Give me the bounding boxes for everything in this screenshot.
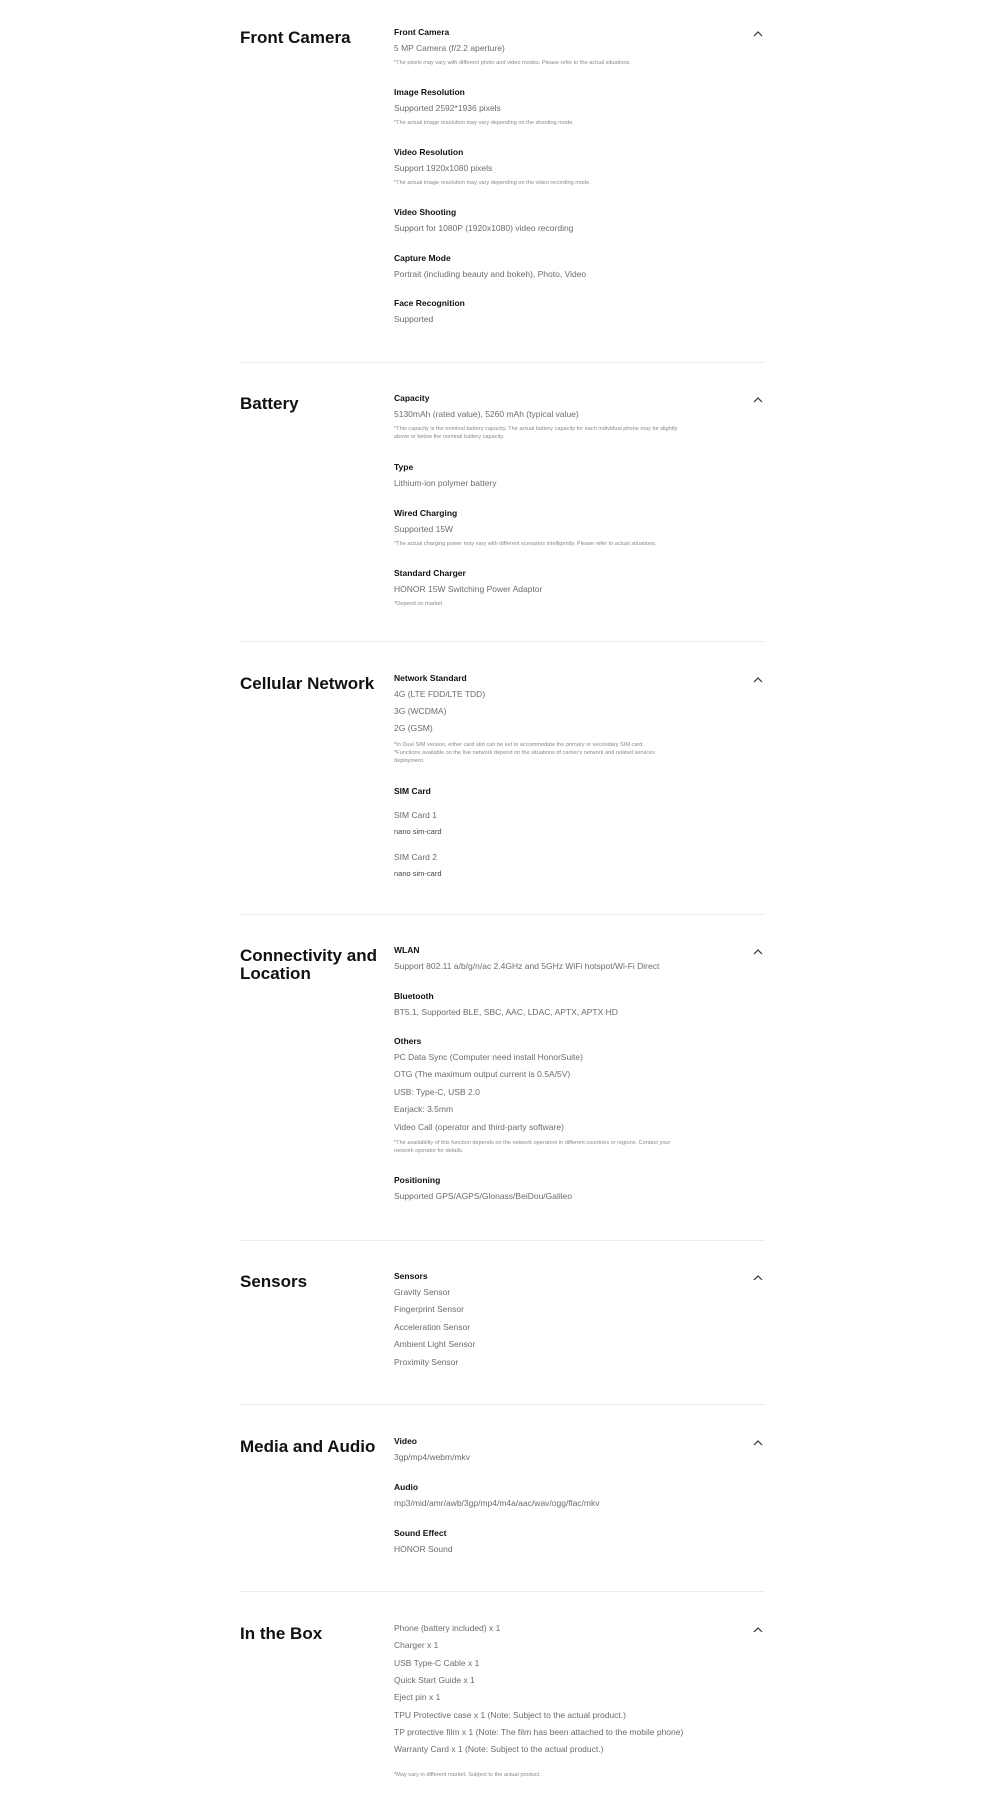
spec-label: Video Resolution [394,147,464,157]
box-item: TP protective film x 1 (Note: The film has been attached to the mobile phone) [394,1727,684,1737]
spec-label: Capacity [394,393,430,403]
spec-label: Video Shooting [394,207,457,217]
spec-value: Portrait (including beauty and bokeh), Photo, Video [394,269,587,279]
spec-value: 5130mAh (rated value), 5260 mAh (typical value) [394,409,579,419]
box-item: Charger x 1 [394,1640,439,1650]
spec-note: *In Dual SIM version, either card slot can be set to accommodate the primary or secondary SIM card. *Functions available on the live network depend on the situations of carrier's network and related services deployment. [394,742,656,764]
spec-note: *The availability of this function depends on the network operators in different countries or regions. Contact your network operator for details. [394,1140,671,1154]
box-item: USB Type-C Cable x 1 [394,1658,480,1668]
spec-note: *The actual image resolution may vary depending on the video recording mode. [394,180,591,186]
section-front-camera [240,27,765,327]
spec-value: Lithium-ion polymer battery [394,478,497,488]
spec-value: Earjack: 3.5mm [394,1104,454,1114]
spec-note: *The actual charging power may vary with different scenarios intelligently. Please refer to actual situations. [394,541,657,547]
section-title: Cellular Network [240,674,375,693]
spec-label: Bluetooth [394,991,434,1001]
spec-value: Fingerprint Sensor [394,1304,464,1314]
spec-label: Video [394,1436,417,1446]
chevron-up-icon[interactable] [751,1437,765,1449]
spec-note: *The pixels may vary with different photo and video modes. Please refer to the actual situations. [394,60,631,66]
chevron-up-icon[interactable] [751,394,765,406]
spec-value: 4G (LTE FDD/LTE TDD) [394,689,486,699]
spec-label: Positioning [394,1175,441,1185]
spec-label: SIM Card [394,786,431,796]
spec-value: OTG (The maximum output current is 0.5A/5V) [394,1069,571,1079]
section-title: Sensors [240,1272,308,1291]
spec-value: Gravity Sensor [394,1287,451,1297]
spec-value: Support 802.11 a/b/g/n/ac 2.4GHz and 5GHz WiFi hotspot/Wi-Fi Direct [394,961,660,971]
spec-note: *May vary in different market. Subject to the actual product. [394,1772,541,1778]
spec-value: Supported [394,314,434,324]
chevron-up-icon[interactable] [751,674,765,686]
section-connectivity-location [240,945,765,1210]
spec-value: Acceleration Sensor [394,1322,471,1332]
chevron-up-icon[interactable] [751,946,765,958]
spec-label: Face Recognition [394,298,465,308]
box-item: Eject pin x 1 [394,1692,441,1702]
spec-value: USB: Type-C, USB 2.0 [394,1087,480,1097]
section-divider [240,1404,765,1405]
section-divider [240,1240,765,1241]
spec-value: 2G (GSM) [394,723,433,733]
spec-label: Others [394,1036,422,1046]
spec-label: Sensors [394,1271,428,1281]
spec-label: WLAN [394,945,420,955]
chevron-up-icon[interactable] [751,1624,765,1636]
section-battery [240,393,765,613]
section-title: Connectivity and Location [240,946,377,983]
section-divider [240,914,765,915]
spec-value: Proximity Sensor [394,1357,459,1367]
box-item: Warranty Card x 1 (Note: Subject to the actual product.) [394,1744,604,1754]
spec-label: Type [394,462,414,472]
section-cellular-network [240,673,765,883]
spec-note: *Depend on market [394,601,443,607]
spec-label: Front Camera [394,27,450,37]
box-item: Phone (battery included) x 1 [394,1623,501,1633]
section-title: Battery [240,394,299,413]
section-in-the-box [240,1623,765,1783]
spec-label: Standard Charger [394,568,466,578]
spec-value: Supported 15W [394,524,454,534]
box-item: TPU Protective case x 1 (Note: Subject to the actual product.) [394,1710,626,1720]
spec-value: HONOR 15W Switching Power Adaptor [394,584,543,594]
spec-value: Ambient Light Sensor [394,1339,476,1349]
spec-label: Wired Charging [394,508,458,518]
spec-value: HONOR Sound [394,1544,453,1554]
section-divider [240,1591,765,1592]
spec-label: Network Standard [394,673,467,683]
spec-value: Video Call (operator and third-party software) [394,1122,564,1132]
spec-value: SIM Card 2 [394,852,437,862]
section-divider [240,362,765,363]
spec-value: 3gp/mp4/webm/mkv [394,1452,471,1462]
spec-value: 3G (WCDMA) [394,706,447,716]
spec-label: Image Resolution [394,87,465,97]
spec-value: nano sim-card [394,869,442,878]
spec-label: Audio [394,1482,419,1492]
chevron-up-icon[interactable] [751,1272,765,1284]
spec-value: mp3/mid/amr/awb/3gp/mp4/m4a/aac/wav/ogg/flac/mkv [394,1498,600,1508]
spec-value: PC Data Sync (Computer need install HonorSuite) [394,1052,583,1062]
box-item: Quick Start Guide x 1 [394,1675,475,1685]
section-sensors [240,1271,765,1371]
chevron-up-icon[interactable] [751,28,765,40]
section-title: In the Box [240,1624,323,1643]
section-title: Media and Audio [240,1437,376,1456]
spec-value: BT5.1, Supported BLE, SBC, AAC, LDAC, APTX, APTX HD [394,1007,618,1017]
spec-value: Supported GPS/AGPS/Glonass/BeiDou/Galileo [394,1191,573,1201]
spec-value: nano sim-card [394,827,442,836]
section-title: Front Camera [240,28,351,47]
spec-label: Sound Effect [394,1528,447,1538]
spec-label: Capture Mode [394,253,451,263]
spec-value: Supported 2592*1936 pixels [394,103,501,113]
spec-value: SIM Card 1 [394,810,437,820]
section-media-audio [240,1436,765,1556]
spec-value: 5 MP Camera (f/2.2 aperture) [394,43,505,53]
spec-note: *The actual image resolution may vary depending on the shooting mode. [394,120,574,126]
spec-note: *This capacity is the nominal battery capacity. The actual battery capacity for each individual phone may be slightly above or below the nominal battery capacity. [394,426,678,440]
section-divider [240,641,765,642]
spec-value: Support for 1080P (1920x1080) video recording [394,223,574,233]
spec-value: Support 1920x1080 pixels [394,163,493,173]
